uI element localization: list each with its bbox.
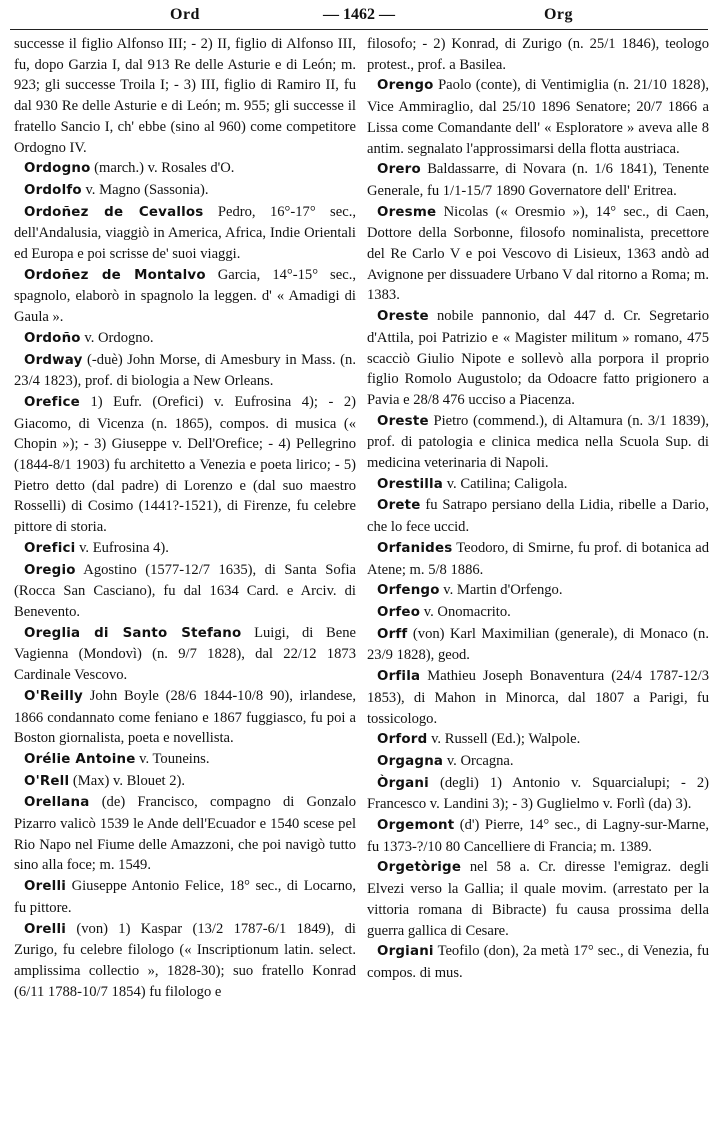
dictionary-entry <box>14 265 356 328</box>
entry-text: 1) Eufr. (Orefici) v. Eufrosina 4); - 2) Giacomo, di Vicenza (n. 1865), compos. di musica (« Chopin »); - 3) Giuseppe v. Dell'Orefice; - 4) Pellegrino (1844-8/1 1903) fu architetto a Venezia e poeta lirico; - 5) Pietro detto (dal padre) di Lorenzo e (dal suo maestro Rosselli) di Cosimo (1441?-1521), di Firenze, fu celebre pittore di storia. <box>14 393 356 536</box>
entry-headword: Ordogno <box>24 161 91 177</box>
dictionary-entry <box>14 792 356 876</box>
dictionary-entry <box>367 538 709 580</box>
page-number: — 1462 — <box>323 6 395 23</box>
dictionary-entry <box>367 75 709 159</box>
entry-text: Teodoro, di Smirne, fu prof. di botanica ad Atene; m. 5/8 1886. <box>367 539 709 578</box>
page-header <box>10 2 708 28</box>
entry-headword: Orefici <box>24 540 76 556</box>
entry-text: Nicolas (« Oresmio »), 14° sec., di Caen, Dottore della Sorbonne, filosofo nominalista, precettore del Re Carlo V e poi Vescovo di Lisieux, 1363 andò ad Avignone per dissuadere Urbano V dal ritorno a Roma; m. 1383. <box>367 203 709 304</box>
entry-headword: Orelli <box>24 879 67 895</box>
dictionary-entry <box>14 771 356 793</box>
entry-headword: Orefice <box>24 394 80 410</box>
entry-text: Teofilo (don), 2a metà 17° sec., di Venezia, fu compos. di mus. <box>367 943 709 981</box>
entry-headword: Orgetòrige <box>377 860 462 876</box>
entry-headword: Orgemont <box>377 818 455 834</box>
entry-text: (d') Pierre, 14° sec., di Lagny-sur-Marne, fu 1373-?/10 80 Cancelliere di Francia; m. 1389. <box>367 817 709 855</box>
entry-text: v. Catilina; Caligola. <box>446 475 568 492</box>
entry-headword: Orfeo <box>377 604 421 620</box>
entry-text: (march.) v. Rosales d'O. <box>94 160 235 177</box>
entry-headword: Oresme <box>377 204 437 220</box>
dictionary-entry <box>367 306 709 411</box>
entry-text: Agostino (1577-12/7 1635), di Santa Sofia (Rocca San Casciano), fu dal 1634 Card. e Arciv. di Benevento. <box>14 561 356 620</box>
dictionary-entry <box>14 876 356 918</box>
entry-headword: O'Rell <box>24 773 70 789</box>
header-right-guide-word: Org <box>543 6 573 23</box>
dictionary-entry <box>14 180 356 202</box>
entry-headword: Ordoño <box>24 330 81 346</box>
dictionary-entry <box>14 350 356 392</box>
dictionary-entry <box>367 751 709 773</box>
dictionary-entry <box>367 941 709 983</box>
entry-text: successe il figlio Alfonso III; - 2) II, figlio di Alfonso III, fu, dopo Garzia I, dal 913 Re delle Asturie e di León; m. 923; gli successe Troila I; - 3) III, figlio di Ramiro II, fu dal 930 Re delle Asturie e di León; m. 955; gli successe il fratello Sancio I, ch' ebbe (sino al 960) come competitore Ordogno IV. <box>14 36 356 156</box>
entry-text: Luigi, di Bene Vagienna (Mondovì) (n. 9/7 1828), dal 22/12 1873 Cardinale Vescovo. <box>14 624 356 684</box>
entry-text: Pietro (commend.), di Altamura (n. 3/1 1839), prof. di patologia e clinica medica nella Scuola Sup. di medicina veterinaria di Napoli. <box>367 412 709 472</box>
entry-text: (-duè) John Morse, di Amesbury in Mass. (n. 23/4 1823), prof. di biologia a New Orleans. <box>14 351 356 390</box>
entry-headword: Orete <box>377 498 421 514</box>
entry-headword: O'Reilly <box>24 688 83 704</box>
dictionary-entry <box>14 623 356 686</box>
dictionary-entry <box>14 749 356 771</box>
entry-text: v. Touneins. <box>139 750 210 767</box>
entry-headword: Ordway <box>24 352 83 368</box>
left-column <box>14 34 356 1129</box>
dictionary-entry <box>14 158 356 180</box>
right-column <box>367 34 709 1129</box>
entry-text: (von) Karl Maximilian (generale), di Monaco (n. 23/9 1828), geod. <box>367 625 709 664</box>
dictionary-entry <box>367 602 709 624</box>
dictionary-entry <box>14 202 356 265</box>
entry-headword: Oreste <box>377 309 429 325</box>
entry-headword: Òrgani <box>377 775 429 791</box>
dictionary-entry <box>14 392 356 538</box>
entry-headword: Ordoñez de Montalvo <box>24 267 206 283</box>
dictionary-entry <box>367 580 709 602</box>
entry-text: v. Russell (Ed.); Walpole. <box>431 731 581 748</box>
entry-headword: Orfanides <box>377 540 453 556</box>
header-rule <box>10 29 708 30</box>
entry-headword: Orero <box>377 162 421 178</box>
entry-headword: Ordoñez de Cevallos <box>24 204 204 220</box>
entry-headword: Orfengo <box>377 583 440 599</box>
entry-text: Garcia, 14°-15° sec., spagnolo, elaborò in spagnolo la leggen. d' « Amadigi di Gaula ». <box>14 266 356 326</box>
dictionary-entry <box>14 34 356 158</box>
dictionary-entry <box>367 815 709 857</box>
entry-text: (de) Francisco, compagno di Gonzalo Pizarro valicò 1539 le Ande dell'Ecuador e 1540 scese pel Rio Napo nel Fiume delle Amazzoni, che poi navigò tutto sino alla foce; m. 1549. <box>14 794 356 874</box>
dictionary-entry <box>367 34 709 75</box>
dictionary-entry <box>367 773 709 815</box>
entry-text: (degli) 1) Antonio v. Squarcialupi; - 2) Francesco v. Landini 3); - 3) Guglielmo v. Forlì (da) 3). <box>367 774 709 813</box>
dictionary-entry <box>367 202 709 307</box>
entry-headword: Orfila <box>377 669 421 685</box>
dictionary-entry <box>367 857 709 941</box>
dictionary-entry <box>14 560 356 623</box>
entry-text: (Max) v. Blouet 2). <box>72 772 186 789</box>
entry-text: v. Eufrosina 4). <box>79 539 169 556</box>
dictionary-entry <box>367 159 709 201</box>
entry-text: v. Orcagna. <box>446 752 514 769</box>
entry-text: Giuseppe Antonio Felice, 18° sec., di Locarno, fu pittore. <box>14 878 356 916</box>
entry-headword: Orgiani <box>377 944 434 960</box>
entry-headword: Orff <box>377 626 408 642</box>
entry-headword: Orengo <box>377 78 434 94</box>
entry-headword: Oregio <box>24 562 76 578</box>
entry-text: v. Ordogno. <box>84 329 154 346</box>
dictionary-entry <box>367 495 709 537</box>
entry-headword: Orélie Antoine <box>24 751 136 767</box>
entry-text: John Boyle (28/6 1844-10/8 90), irlandese, 1866 condannato come feniano e 1867 fuggiasco, fu poi a Boston giornalista, poeta e novellista. <box>14 687 356 747</box>
entry-headword: Oreglia di Santo Stefano <box>24 625 242 641</box>
entry-headword: Oreste <box>377 413 429 429</box>
dictionary-entry <box>367 666 709 729</box>
entry-text: v. Martin d'Orfengo. <box>443 582 563 599</box>
entry-text: v. Magno (Sassonia). <box>85 181 209 198</box>
entry-text: nel 58 a. Cr. diresse l'emigraz. degli Elvezi verso la Gallia; il quale movim. (arrestato per la vittoria romana di Bibracte) fu causa prossima della guerra gallica di Cesare. <box>367 859 709 939</box>
entry-text: fu Satrapo persiano della Lidia, ribelle a Dario, che lo fece uccid. <box>367 497 709 536</box>
entry-text: v. Onomacrito. <box>423 603 511 620</box>
dictionary-entry <box>367 729 709 751</box>
entry-text: Pedro, 16°-17° sec., dell'Andalusia, viaggiò in America, Africa, Indie Orientali ed Europa e poi scrisse de' suoi viaggi. <box>14 203 356 263</box>
entry-headword: Orford <box>377 732 428 748</box>
entry-text: Paolo (conte), di Ventimiglia (n. 21/10 1828), Vice Ammiraglio, dal 25/10 1896 Senatore; 20/7 1866 a Lissa come Comandante dell' « Esploratore » aveva alle 8 antim. segnalato l'approssimarsi della flotta austriaca. <box>367 77 709 157</box>
entry-headword: Ordolfo <box>24 182 82 198</box>
dictionary-entry <box>14 538 356 560</box>
dictionary-entry <box>14 919 356 1003</box>
entry-headword: Orestilla <box>377 476 444 492</box>
entry-text: Baldassarre, di Novara (n. 1/6 1841), Tenente Generale, fu 1/1-15/7 1890 Governatore dell' Eritrea. <box>367 161 709 199</box>
entry-text: nobile pannonio, dal 447 d. Cr. Segretario d'Attila, poi Patrizio e « Magister militum » romano, 475 scacciò Giulio Nipote e sollevò alla porpora il proprio figlio Romolo Augustolo; da Odoacre fatto prigionero a Pavia e 28/8 476 ucciso a Piacenza. <box>367 308 709 408</box>
dictionary-entry <box>367 474 709 496</box>
header-left-guide-word: Ord <box>170 6 200 23</box>
entry-text: Mathieu Joseph Bonaventura (24/4 1787-12/3 1853), di Mahon in Minorca, dal 1807 a Parigi, fu tossicologo. <box>367 668 709 727</box>
dictionary-entry <box>367 411 709 474</box>
dictionary-entry <box>14 328 356 350</box>
entry-headword: Orelli <box>24 921 67 937</box>
entry-text: filosofo; - 2) Konrad, di Zurigo (n. 25/1 1846), teologo protest., prof. a Basilea. <box>367 36 709 73</box>
entry-headword: Orellana <box>24 795 90 811</box>
entry-text: (von) 1) Kaspar (13/2 1787-6/1 1849), di Zurigo, fu celebre filologo (« Inscriptionum latin. select. amplissima collectio », 1828-30); suo fratello Konrad (6/11 1788-10/7 1854) fu filologo e <box>14 920 356 1000</box>
dictionary-entry <box>14 686 356 749</box>
dictionary-entry <box>367 624 709 666</box>
entry-headword: Orgagna <box>377 753 444 769</box>
